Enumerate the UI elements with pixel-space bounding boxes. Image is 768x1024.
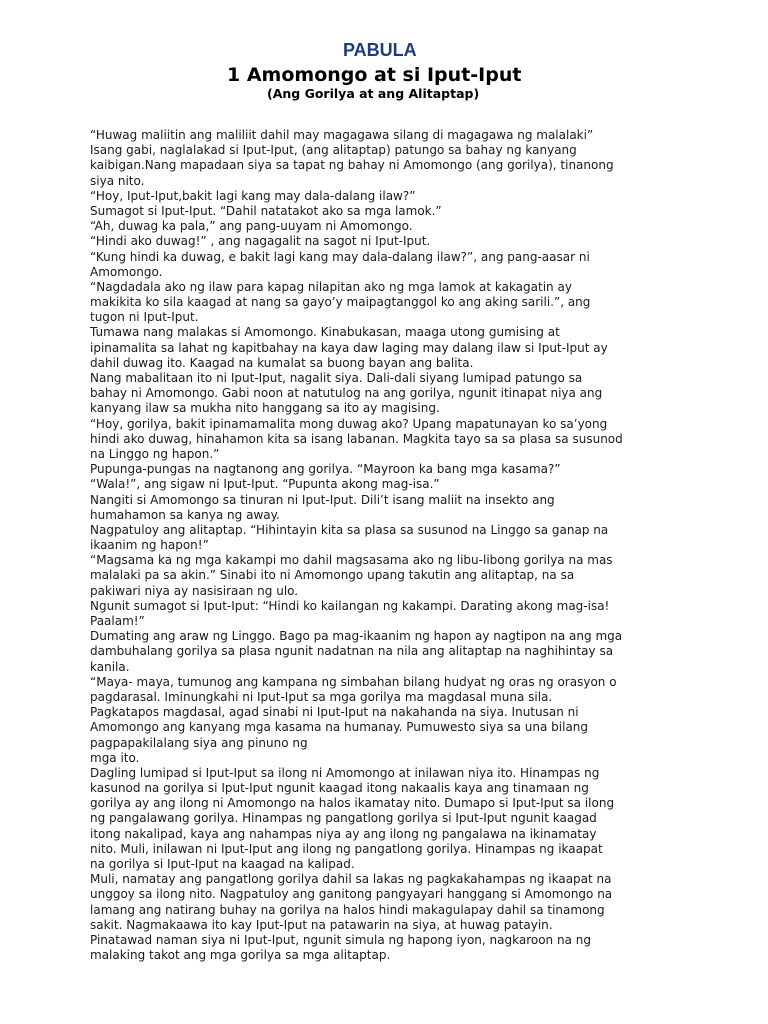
story-line: nito. Muli, inilawan ni Iput-Iput ang ilong ng pangatlong gorilya. Hinampas ng ikaapat bbox=[90, 841, 603, 856]
story-line: Nagpatuloy ang alitaptap. “Hihintayin kita sa plasa sa susunod na Linggo sa ganap na bbox=[90, 522, 609, 537]
story-line: Tumawa nang malakas si Amomongo. Kinabukasan, maaga utong gumising at bbox=[90, 325, 560, 340]
story-line: na Linggo ng hapon.” bbox=[90, 446, 220, 461]
story-line: siya nito. bbox=[90, 173, 145, 188]
story-line: Paalam!” bbox=[90, 614, 145, 628]
story-line: Dagling lumipad si Iput-Iput sa ilong ni Amomongo at inilawan niya ito. Hinampas ng bbox=[90, 765, 600, 780]
story-line: malaking takot ang mga gorilya sa mga alitaptap. bbox=[90, 948, 391, 963]
story-line: “Hoy, gorilya, bakit ipinamamalita mong duwag ako? Upang mapatunayan ko sa’yong bbox=[90, 416, 608, 431]
story-body bbox=[90, 128, 680, 963]
story-line: Muli, namatay ang pangatlong gorilya dahil sa lakas ng pagkakahampas ng ikaapat na bbox=[90, 872, 612, 887]
story-line: “Magsama ka ng mga kakampi mo dahil magsasama ako ng libu-libong gorilya na mas bbox=[90, 553, 613, 568]
story-line: pagpapakilalang siya ang pinuno ng bbox=[90, 735, 308, 750]
story-line: pagdarasal. Iminungkahi ni Iput-Iput sa mga gorilya ma magdasal muna sila. bbox=[90, 689, 553, 704]
story-line: Pinatawad naman siya ni Iput-Iput, ngunit simula ng hapong iyon, nagkaroon na ng bbox=[90, 932, 591, 947]
story-line: unggoy sa ilong nito. Nagpatuloy ang ganitong pangyayari hanggang si Amomongo na bbox=[90, 887, 613, 902]
story-line: Nangiti si Amomongo sa tinuran ni Iput-Iput. Dili’t isang maliit na insekto ang bbox=[90, 492, 555, 507]
story-line: kanila. bbox=[90, 659, 130, 674]
story-line: “Hoy, Iput-Iput,bakit lagi kang may dala-dalang ilaw?” bbox=[90, 188, 416, 203]
story-line: “Kung hindi ka duwag, e bakit lagi kang may dala-dalang ilaw?”, ang pang-aasar ni bbox=[90, 249, 590, 264]
story-line: Amomongo. bbox=[90, 264, 163, 279]
story-line: lamang ang natirang buhay na gorilya na halos hindi makagulapay dahil sa tinamong bbox=[90, 902, 605, 917]
story-line: bahay ni Amomongo. Gabi noon at natutulog na ang gorilya, ngunit itinapat niya ang bbox=[90, 386, 603, 401]
story-line: humahamon sa kanya ng away. bbox=[90, 507, 280, 522]
story-line: Pagkatapos magdasal, agad sinabi ni Iput-Iput na nakahanda na siya. Inutusan ni bbox=[90, 705, 579, 720]
story-line: “Nagdadala ako ng ilaw para kapag nilapitan ako ng mga lamok at kakagatin ay bbox=[90, 279, 572, 294]
story-line: Sumagot si Iput-Iput. “Dahil natatakot ako sa mga lamok.” bbox=[90, 203, 442, 218]
story-line: Nang mabalitaan ito ni Iput-Iput, nagalit siya. Dali-dali siyang lumipad patungo sa bbox=[90, 371, 583, 385]
story-title: 1 Amomongo at si Iput-Iput bbox=[227, 64, 522, 86]
story-line: kaibigan.Nang mapadaan siya sa tapat ng bahay ni Amomongo (ang gorilya), tinanong bbox=[90, 158, 614, 173]
story-line: “Hindi ako duwag!” , ang nagagalit na sagot ni Iput-Iput. bbox=[90, 234, 431, 249]
story-line: na gorilya si Iput-Iput na kaagad na kalipad. bbox=[90, 857, 355, 871]
story-subtitle: (Ang Gorilya at ang Alitaptap) bbox=[267, 86, 480, 101]
story-line: Isang gabi, naglalakad si Iput-Iput, (ang alitaptap) patungo sa bahay ng kanyang bbox=[90, 143, 577, 158]
story-line: “Ah, duwag ka pala,” ang pang-uuyam ni Amomongo. bbox=[90, 219, 413, 234]
genre-label: PABULA bbox=[343, 40, 417, 60]
story-line: Dumating ang araw ng Linggo. Bago pa mag-ikaanim ng hapon ay nagtipon na ang mga bbox=[90, 629, 623, 644]
story-line: gorilya ay ang ilong ni Amomongo na halos ikamatay nito. Dumapo si Iput-Iput sa ilong bbox=[90, 796, 615, 811]
story-line: Ngunit sumagot si Iput-Iput: “Hindi ko kailangan ng kakampi. Darating akong mag-isa! bbox=[90, 598, 610, 613]
story-line: “Maya- maya, tumunog ang kampana ng simbahan bilang hudyat ng oras ng orasyon o bbox=[90, 674, 617, 689]
story-line: mga ito. bbox=[90, 750, 140, 765]
story-line: hindi ako duwag, hinahamon kita sa isang labanan. Magkita tayo sa sa plasa sa susunod bbox=[90, 431, 623, 446]
story-line: ikaanim ng hapon!” bbox=[90, 538, 209, 553]
story-line: ng pangalawang gorilya. Hinampas ng pangatlong gorilya si Iput-Iput ngunit kaagad bbox=[90, 811, 597, 826]
story-line: makikita ko sila kaagad at nang sa gayo’y maipagtanggol ko ang aking sarili.”, ang bbox=[90, 295, 591, 310]
story-line: kanyang ilaw sa mukha nito hanggang sa ito ay magising. bbox=[90, 401, 440, 416]
story-line: kasunod na gorilya si Iput-Iput ngunit kaagad itong nakaalis kaya ang tinamaan ng bbox=[90, 781, 589, 796]
story-line: malalaki pa sa akin.” Sinabi ito ni Amomongo upang takutin ang alitaptap, na sa bbox=[90, 568, 575, 583]
story-line: itong nakalipad, kaya ang nahampas niya ay ang ilong ng pangalawa na ikinamatay bbox=[90, 826, 597, 841]
story-line: Pupunga-pungas na nagtanong ang gorilya. “Mayroon ka bang mga kasama?” bbox=[90, 462, 561, 477]
story-line: “Wala!”, ang sigaw ni Iput-Iput. “Pupunta akong mag-isa.” bbox=[90, 477, 440, 492]
story-line: dahil duwag ito. Kaagad na kumalat sa buong bayan ang balita. bbox=[90, 355, 474, 370]
story-line: dambuhalang gorilya sa plasa ngunit nadatnan na nila ang alitaptap na naghihintay sa bbox=[90, 644, 614, 659]
story-line: Amomongo ang kanyang mga kasama na humanay. Pumuwesto siya sa una bilang bbox=[90, 720, 589, 735]
story-line: tugon ni Iput-Iput. bbox=[90, 310, 199, 325]
story-line: “Huwag maliitin ang maliliit dahil may magagawa silang di magagawa ng malalaki” bbox=[90, 128, 594, 142]
story-line: sakit. Nagmakaawa ito kay Iput-Iput na patawarin na siya, at huwag patayin. bbox=[90, 917, 553, 932]
story-line: ipinamalita sa lahat ng kapitbahay na kaya daw laging may dalang ilaw si Iput-Iput ay bbox=[90, 340, 608, 355]
story-line: pakiwari niya ay nasisiraan ng ulo. bbox=[90, 583, 299, 598]
